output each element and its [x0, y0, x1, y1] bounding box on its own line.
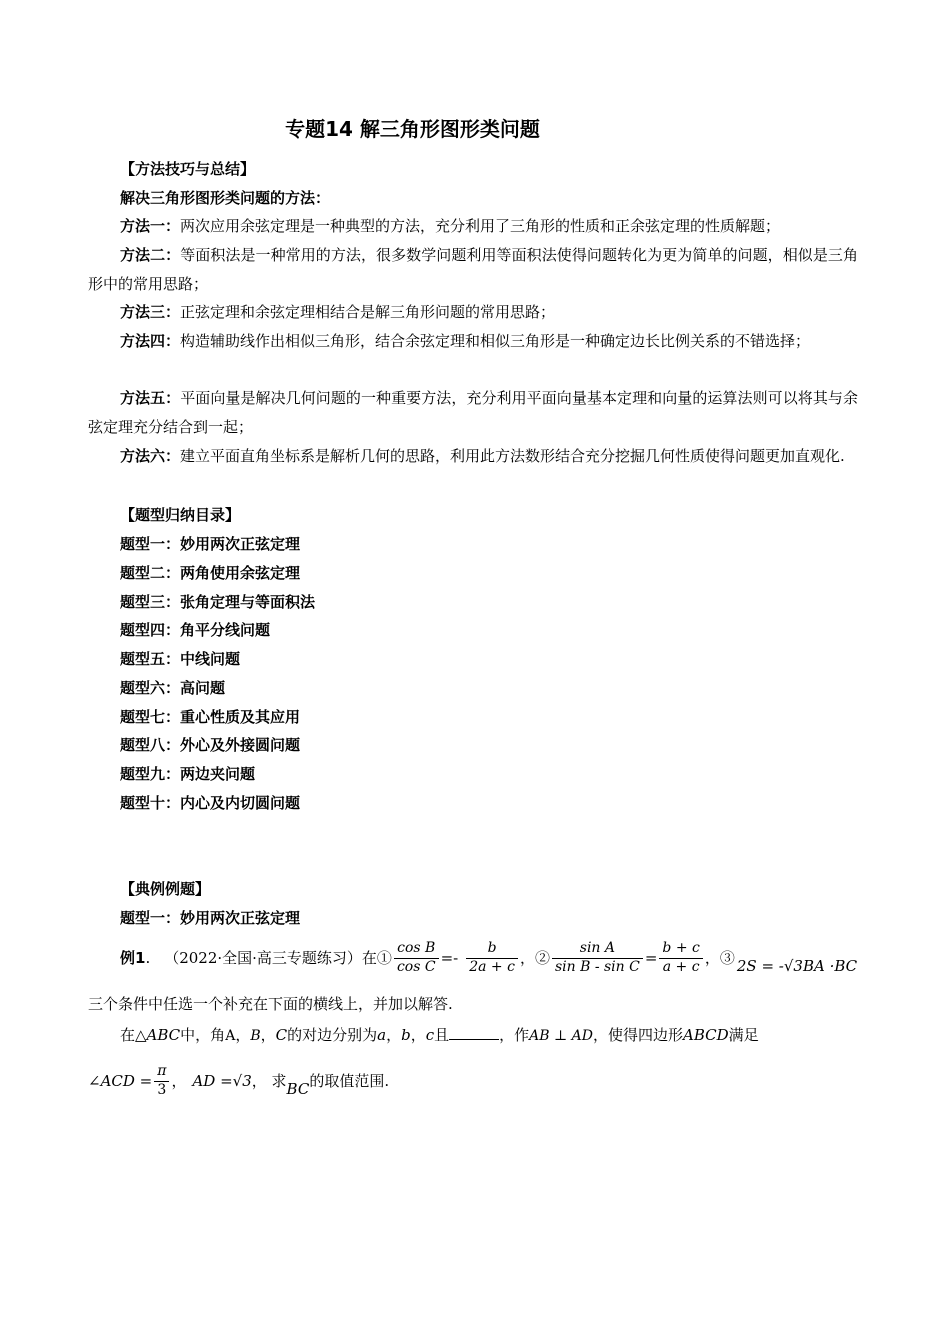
example-label: 例1 [120, 948, 146, 967]
condition-3: 2S = -√3BA ·BC [736, 956, 858, 975]
method-3 [88, 298, 858, 327]
equals: = [644, 948, 658, 967]
method-6 [88, 442, 858, 471]
example-1-line-4: ∠ACD = $\frac{\pi}{3}$ ， AD =√3 ， 求 BC 的取值范围. [88, 1058, 858, 1104]
example-dot: . [145, 948, 151, 967]
method-label: 方法四： [120, 332, 181, 350]
example-source: （2022·全国·高三专题练习）在① [164, 948, 392, 967]
method-label: 方法三： [120, 303, 181, 321]
method-label: 方法一： [120, 217, 181, 235]
method-text: 正弦定理和余弦定理相结合是解三角形问题的常用思路； [180, 303, 556, 321]
catalog-item: 题型八：外心及外接圆问题 [120, 736, 301, 754]
catalog-item: 题型五：中线问题 [120, 650, 241, 668]
perpendicular-condition: AB ⊥ AD [529, 1028, 593, 1044]
method-label: 方法六： [120, 447, 181, 465]
method-section-header: 【方法技巧与总结】 [120, 160, 256, 178]
quadrilateral-abcd: ABCD [683, 1026, 729, 1044]
angle-acd: ∠ACD = [88, 1071, 153, 1090]
example-type-title: 题型一：妙用两次正弦定理 [120, 909, 301, 927]
catalog-item: 题型四：角平分线问题 [120, 621, 271, 639]
examples-header: 【典例例题】 [120, 880, 211, 898]
method-label: 方法五： [120, 389, 181, 407]
page-title: 专题14 解三角形图形类问题 [285, 117, 540, 141]
example-1-line-1 [88, 934, 890, 982]
method-5 [88, 384, 858, 442]
catalog-item: 题型九：两边夹问题 [120, 765, 256, 783]
method-1 [88, 212, 858, 241]
catalog-header: 【题型归纳目录】 [120, 506, 241, 524]
method-label: 方法二： [120, 246, 181, 264]
catalog-item: 题型七：重心性质及其应用 [120, 708, 301, 726]
catalog-item: 题型六：高问题 [120, 679, 226, 697]
bc-side: BC [286, 1079, 310, 1098]
method-2 [88, 241, 858, 299]
answer-blank[interactable] [449, 1025, 499, 1040]
catalog-item: 题型三：张角定理与等面积法 [120, 593, 316, 611]
method-text: 平面向量是解决几何问题的一种重要方法，充分利用平面向量基本定理和向量的运算法则可以将其与余弦定理充分结合到一起； [88, 389, 858, 436]
example-1-line-3: 在△ABC中，角A，B，C的对边分别为a，b，c且 ，作AB ⊥ AD，使得四边形ABCD满足 [120, 1026, 759, 1044]
example-1-line-2: 三个条件中任选一个补充在下面的横线上，并加以解答. [88, 995, 453, 1013]
catalog-item: 题型十：内心及内切圆问题 [120, 794, 301, 812]
fraction-cosb-cosc: $\frac{\text{cos B}}{\text{cos C}}$ [394, 940, 439, 976]
catalog-item: 题型一：妙用两次正弦定理 [120, 535, 301, 553]
method-text: 构造辅助线作出相似三角形，结合余弦定理和相似三角形是一种确定边长比例关系的不错选择； [180, 332, 811, 350]
fraction-b-2a-plus-c: $\frac{b}{2a + c}$ [466, 940, 518, 976]
method-4 [88, 327, 858, 356]
triangle-abc: △ABC [135, 1026, 181, 1044]
method-section-subheader: 解决三角形图形类问题的方法： [120, 189, 331, 207]
fraction-pi-3: $\frac{\pi}{3}$ [154, 1063, 169, 1099]
ad-length: AD =√3 [192, 1071, 252, 1090]
fraction-sina: $\frac{\text{sin A}}{\text{sin B - sin C}}$ [552, 940, 643, 976]
method-text: 两次应用余弦定理是一种典型的方法，充分利用了三角形的性质和正余弦定理的性质解题； [180, 217, 781, 235]
equals-minus: =- [440, 948, 459, 967]
separator-3: ，③ [704, 948, 735, 967]
catalog-item: 题型二：两角使用余弦定理 [120, 564, 301, 582]
method-text: 等面积法是一种常用的方法，很多数学问题利用等面积法使得问题转化为更为简单的问题，相似是三角形中的常用思路； [88, 246, 858, 293]
method-text: 建立平面直角坐标系是解析几何的思路，利用此方法数形结合充分挖掘几何性质使得问题更加直观化. [180, 447, 845, 465]
separator-2: ，② [519, 948, 550, 967]
fraction-b-plus-c: $\frac{b + c}{a + c}$ [659, 940, 702, 976]
